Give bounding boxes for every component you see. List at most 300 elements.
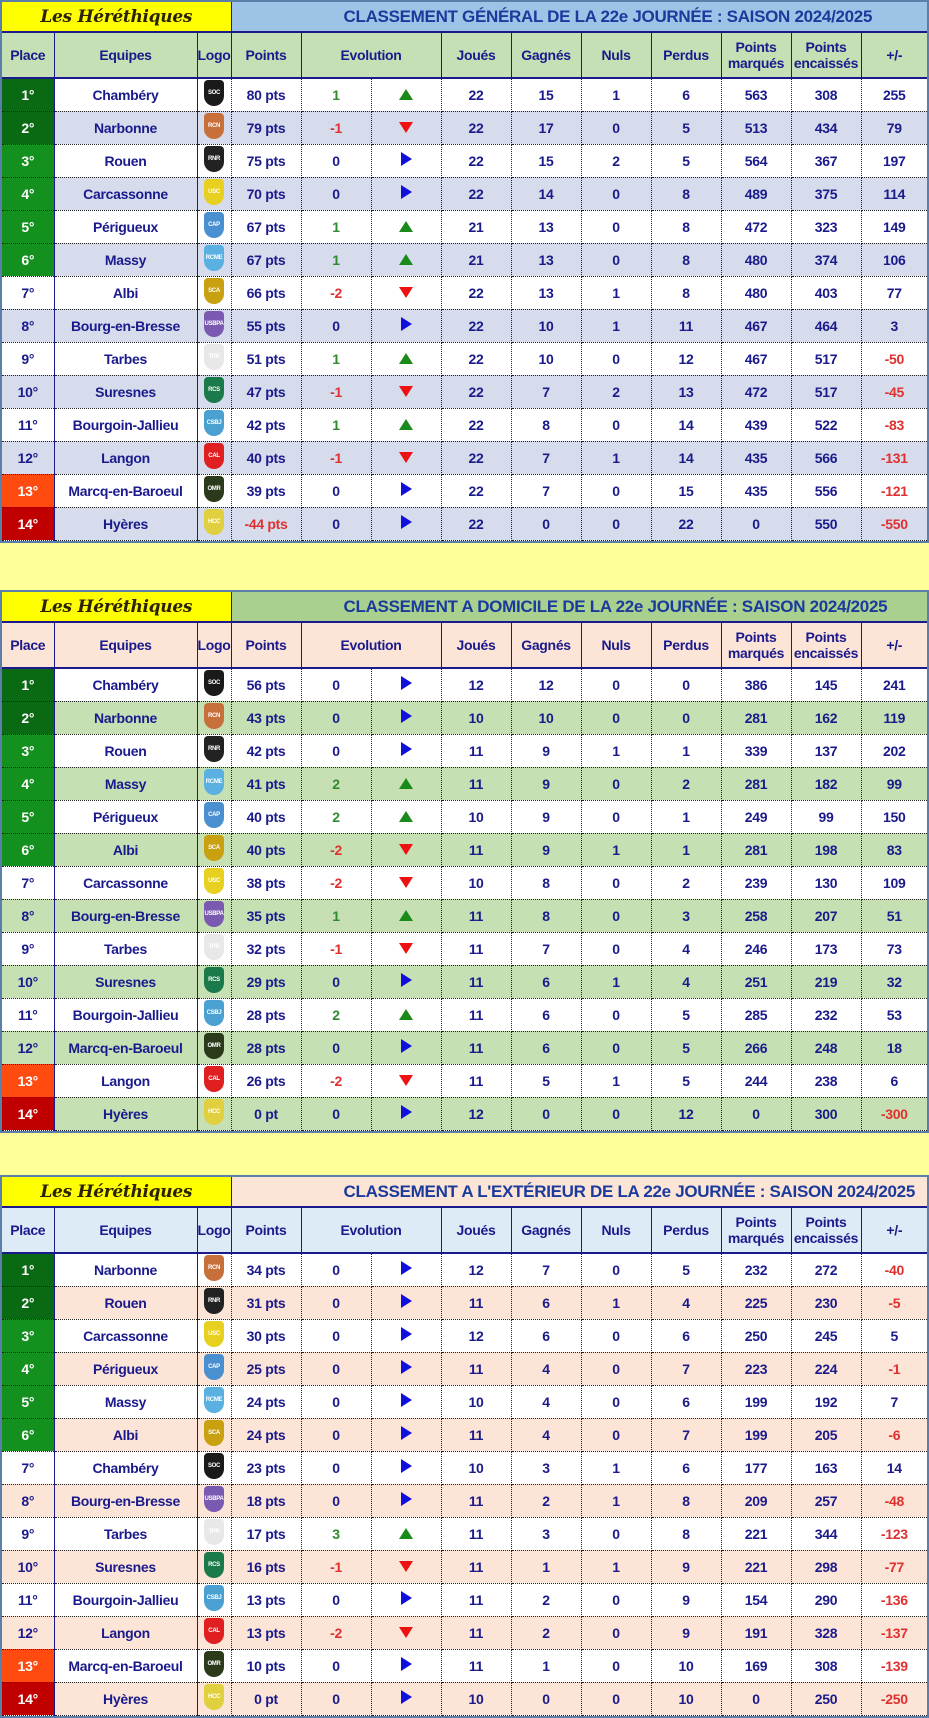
team-logo-icon: RCN [204, 703, 224, 729]
evolution-arrow-cell [371, 1418, 441, 1451]
arrow-up-icon [399, 89, 413, 100]
team-logo-icon: SOC [204, 1453, 224, 1479]
team-logo-cell [197, 177, 231, 210]
arrow-down-icon [399, 386, 413, 397]
points-conceded-cell: 248 [791, 1031, 861, 1064]
points-scored-cell: 480 [721, 276, 791, 309]
played-cell: 11 [441, 899, 511, 932]
points-scored-cell: 439 [721, 408, 791, 441]
lost-cell: 6 [651, 1451, 721, 1484]
points-cell: 35 pts [231, 899, 301, 932]
played-cell: 11 [441, 1517, 511, 1550]
won-cell: 1 [511, 1649, 581, 1682]
col-logo: Logo [197, 32, 231, 78]
points-conceded-cell: 434 [791, 111, 861, 144]
won-cell: 6 [511, 998, 581, 1031]
points-scored-cell: 199 [721, 1418, 791, 1451]
lost-cell: 5 [651, 1253, 721, 1286]
played-cell: 11 [441, 1031, 511, 1064]
points-cell: 23 pts [231, 1451, 301, 1484]
diff-cell: 79 [861, 111, 927, 144]
team-name: Massy [54, 1385, 197, 1418]
place-cell: 2° [2, 111, 54, 144]
team-name: Bourgoin-Jallieu [54, 998, 197, 1031]
evolution-arrow-cell [371, 1352, 441, 1385]
team-name: Tarbes [54, 932, 197, 965]
won-cell: 9 [511, 767, 581, 800]
arrow-right-icon [401, 152, 412, 166]
points-conceded-cell: 308 [791, 1649, 861, 1682]
diff-cell: 3 [861, 309, 927, 342]
col-place: Place [2, 32, 54, 78]
evolution-arrow-cell [371, 408, 441, 441]
evolution-value: 0 [301, 144, 371, 177]
evolution-value: 1 [301, 342, 371, 375]
won-cell: 7 [511, 474, 581, 507]
points-conceded-cell: 517 [791, 342, 861, 375]
points-cell: 0 pt [231, 1682, 301, 1715]
draw-cell: 1 [581, 1484, 651, 1517]
diff-cell: -6 [861, 1418, 927, 1451]
won-cell: 8 [511, 866, 581, 899]
won-cell: 7 [511, 375, 581, 408]
diff-cell: 32 [861, 965, 927, 998]
team-name: Massy [54, 243, 197, 276]
draw-cell: 0 [581, 1385, 651, 1418]
place-cell: 12° [2, 1031, 54, 1064]
draw-cell: 1 [581, 1064, 651, 1097]
col-perdus: Perdus [651, 32, 721, 78]
draw-cell: 0 [581, 1616, 651, 1649]
team-logo-cell [197, 899, 231, 932]
evolution-arrow-cell [371, 965, 441, 998]
arrow-up-icon [399, 353, 413, 364]
points-cell: 55 pts [231, 309, 301, 342]
team-name: Suresnes [54, 1550, 197, 1583]
team-logo-icon: OMR [204, 476, 224, 502]
team-logo-cell [197, 1418, 231, 1451]
place-cell: 1° [2, 668, 54, 701]
won-cell: 2 [511, 1583, 581, 1616]
evolution-arrow-cell [371, 441, 441, 474]
lost-cell: 8 [651, 177, 721, 210]
points-scored-cell: 258 [721, 899, 791, 932]
draw-cell: 1 [581, 1451, 651, 1484]
played-cell: 10 [441, 800, 511, 833]
points-scored-cell: 154 [721, 1583, 791, 1616]
arrow-up-icon [399, 419, 413, 430]
played-cell: 10 [441, 1682, 511, 1715]
points-scored-cell: 169 [721, 1649, 791, 1682]
won-cell: 6 [511, 965, 581, 998]
points-cell: 41 pts [231, 767, 301, 800]
place-cell: 14° [2, 1682, 54, 1715]
col-points: Points [231, 1207, 301, 1253]
played-cell: 11 [441, 965, 511, 998]
lost-cell: 5 [651, 1031, 721, 1064]
lost-cell: 22 [651, 507, 721, 540]
col-joues: Joués [441, 1207, 511, 1253]
col-gagnes: Gagnés [511, 1207, 581, 1253]
draw-cell: 0 [581, 1352, 651, 1385]
lost-cell: 7 [651, 1418, 721, 1451]
evolution-arrow-cell [371, 932, 441, 965]
diff-cell: -131 [861, 441, 927, 474]
evolution-arrow-cell [371, 668, 441, 701]
col-joues: Joués [441, 622, 511, 668]
team-name: Marcq-en-Baroeul [54, 1649, 197, 1682]
diff-cell: 6 [861, 1064, 927, 1097]
evolution-value: 1 [301, 210, 371, 243]
played-cell: 22 [441, 177, 511, 210]
lost-cell: 2 [651, 866, 721, 899]
team-name: Marcq-en-Baroeul [54, 1031, 197, 1064]
diff-cell: -123 [861, 1517, 927, 1550]
table-row [2, 833, 927, 866]
won-cell: 2 [511, 1484, 581, 1517]
draw-cell: 1 [581, 1550, 651, 1583]
evolution-value: 0 [301, 1385, 371, 1418]
team-logo-icon: USC [204, 179, 224, 205]
table-row [2, 734, 927, 767]
evolution-value: 0 [301, 1418, 371, 1451]
points-scored-cell: 244 [721, 1064, 791, 1097]
team-logo-icon: TPR [204, 1519, 224, 1545]
diff-cell: -139 [861, 1649, 927, 1682]
points-conceded-cell: 298 [791, 1550, 861, 1583]
points-scored-cell: 281 [721, 701, 791, 734]
place-cell: 11° [2, 408, 54, 441]
team-logo-cell [197, 1484, 231, 1517]
arrow-down-icon [399, 844, 413, 855]
points-cell: 32 pts [231, 932, 301, 965]
diff-cell: 119 [861, 701, 927, 734]
draw-cell: 0 [581, 866, 651, 899]
points-scored-cell: 563 [721, 78, 791, 111]
team-logo-cell [197, 1286, 231, 1319]
played-cell: 11 [441, 1064, 511, 1097]
won-cell: 0 [511, 507, 581, 540]
table-row [2, 1517, 927, 1550]
team-logo-icon: RCME [204, 1387, 224, 1413]
points-cell: 39 pts [231, 474, 301, 507]
draw-cell: 0 [581, 1097, 651, 1130]
col-points: Points [231, 32, 301, 78]
played-cell: 22 [441, 342, 511, 375]
played-cell: 22 [441, 309, 511, 342]
table-row [2, 507, 927, 540]
points-cell: 16 pts [231, 1550, 301, 1583]
evolution-arrow-cell [371, 1616, 441, 1649]
team-name: Langon [54, 1616, 197, 1649]
team-name: Hyères [54, 1682, 197, 1715]
brand-label: Les Héréthiques [2, 1177, 231, 1207]
played-cell: 11 [441, 833, 511, 866]
points-scored-cell: 223 [721, 1352, 791, 1385]
arrow-down-icon [399, 1075, 413, 1086]
team-name: Albi [54, 276, 197, 309]
points-scored-cell: 221 [721, 1517, 791, 1550]
team-name: Carcassonne [54, 1319, 197, 1352]
col-diff: +/- [861, 32, 927, 78]
arrow-down-icon [399, 452, 413, 463]
points-scored-cell: 239 [721, 866, 791, 899]
place-cell: 3° [2, 1319, 54, 1352]
won-cell: 10 [511, 701, 581, 734]
place-cell: 8° [2, 1484, 54, 1517]
diff-cell: 7 [861, 1385, 927, 1418]
points-conceded-cell: 173 [791, 932, 861, 965]
evolution-arrow-cell [371, 734, 441, 767]
points-conceded-cell: 300 [791, 1097, 861, 1130]
points-scored-cell: 177 [721, 1451, 791, 1484]
evolution-value: 2 [301, 767, 371, 800]
arrow-up-icon [399, 254, 413, 265]
standings-table [2, 1177, 927, 1716]
team-logo-icon: RNR [204, 1288, 224, 1314]
draw-cell: 1 [581, 78, 651, 111]
evolution-arrow-cell [371, 800, 441, 833]
points-cell: 42 pts [231, 408, 301, 441]
evolution-value: 1 [301, 899, 371, 932]
played-cell: 21 [441, 243, 511, 276]
played-cell: 11 [441, 1484, 511, 1517]
col-points-marques: Points marqués [721, 32, 791, 78]
points-scored-cell: 251 [721, 965, 791, 998]
draw-cell: 0 [581, 474, 651, 507]
diff-cell: -550 [861, 507, 927, 540]
draw-cell: 1 [581, 833, 651, 866]
diff-cell: -121 [861, 474, 927, 507]
evolution-arrow-cell [371, 767, 441, 800]
team-logo-cell [197, 1319, 231, 1352]
team-logo-icon: CAP [204, 212, 224, 238]
points-scored-cell: 339 [721, 734, 791, 767]
points-conceded-cell: 550 [791, 507, 861, 540]
points-scored-cell: 209 [721, 1484, 791, 1517]
points-conceded-cell: 162 [791, 701, 861, 734]
points-scored-cell: 221 [721, 1550, 791, 1583]
place-cell: 1° [2, 1253, 54, 1286]
table-row [2, 965, 927, 998]
evolution-value: 0 [301, 1649, 371, 1682]
lost-cell: 2 [651, 767, 721, 800]
points-cell: 34 pts [231, 1253, 301, 1286]
evolution-arrow-cell [371, 111, 441, 144]
points-cell: 51 pts [231, 342, 301, 375]
evolution-value: 0 [301, 1682, 371, 1715]
team-name: Périgueux [54, 800, 197, 833]
place-cell: 12° [2, 441, 54, 474]
team-logo-icon: RCS [204, 1552, 224, 1578]
team-name: Albi [54, 833, 197, 866]
arrow-up-icon [399, 778, 413, 789]
lost-cell: 4 [651, 1286, 721, 1319]
lost-cell: 0 [651, 668, 721, 701]
diff-cell: 241 [861, 668, 927, 701]
won-cell: 4 [511, 1352, 581, 1385]
place-cell: 13° [2, 1064, 54, 1097]
won-cell: 13 [511, 243, 581, 276]
points-scored-cell: 467 [721, 309, 791, 342]
lost-cell: 5 [651, 1064, 721, 1097]
evolution-arrow-cell [371, 375, 441, 408]
evolution-arrow-cell [371, 78, 441, 111]
draw-cell: 0 [581, 701, 651, 734]
table-row [2, 668, 927, 701]
table-row [2, 701, 927, 734]
evolution-value: -2 [301, 1616, 371, 1649]
won-cell: 13 [511, 276, 581, 309]
col-perdus: Perdus [651, 622, 721, 668]
points-cell: 79 pts [231, 111, 301, 144]
place-cell: 10° [2, 375, 54, 408]
team-logo-icon: RCN [204, 1255, 224, 1281]
points-scored-cell: 386 [721, 668, 791, 701]
points-cell: 28 pts [231, 998, 301, 1031]
lost-cell: 12 [651, 342, 721, 375]
place-cell: 6° [2, 243, 54, 276]
points-cell: 75 pts [231, 144, 301, 177]
evolution-value: 3 [301, 1517, 371, 1550]
played-cell: 22 [441, 144, 511, 177]
team-logo-cell [197, 144, 231, 177]
table-row [2, 1418, 927, 1451]
team-logo-cell [197, 507, 231, 540]
evolution-arrow-cell [371, 899, 441, 932]
col-equipes: Equipes [54, 1207, 197, 1253]
place-cell: 4° [2, 1352, 54, 1385]
points-conceded-cell: 245 [791, 1319, 861, 1352]
won-cell: 7 [511, 441, 581, 474]
won-cell: 3 [511, 1451, 581, 1484]
lost-cell: 8 [651, 1517, 721, 1550]
evolution-arrow-cell [371, 1253, 441, 1286]
points-cell: 24 pts [231, 1385, 301, 1418]
col-diff: +/- [861, 622, 927, 668]
draw-cell: 2 [581, 144, 651, 177]
draw-cell: 0 [581, 1682, 651, 1715]
evolution-value: 0 [301, 668, 371, 701]
draw-cell: 0 [581, 210, 651, 243]
table-row [2, 1097, 927, 1130]
place-cell: 13° [2, 1649, 54, 1682]
evolution-arrow-cell [371, 276, 441, 309]
team-logo-icon: USC [204, 1321, 224, 1347]
place-cell: 8° [2, 309, 54, 342]
points-cell: 47 pts [231, 375, 301, 408]
arrow-down-icon [399, 1561, 413, 1572]
draw-cell: 1 [581, 441, 651, 474]
draw-cell: 0 [581, 932, 651, 965]
brand-label: Les Héréthiques [2, 2, 231, 32]
team-logo-cell [197, 1352, 231, 1385]
table-title: CLASSEMENT GÉNÉRAL DE LA 22e JOURNÉE : SAISON 2024/2025 [231, 2, 927, 32]
draw-cell: 2 [581, 375, 651, 408]
team-logo-icon: CSBJ [204, 1585, 224, 1611]
team-name: Bourgoin-Jallieu [54, 408, 197, 441]
played-cell: 11 [441, 1352, 511, 1385]
team-name: Bourg-en-Bresse [54, 309, 197, 342]
diff-cell: -48 [861, 1484, 927, 1517]
points-cell: 40 pts [231, 833, 301, 866]
team-logo-cell [197, 1517, 231, 1550]
lost-cell: 5 [651, 144, 721, 177]
team-logo-cell [197, 1616, 231, 1649]
arrow-down-icon [399, 877, 413, 888]
team-logo-icon: CAP [204, 802, 224, 828]
lost-cell: 8 [651, 210, 721, 243]
evolution-value: 0 [301, 1352, 371, 1385]
points-cell: 40 pts [231, 441, 301, 474]
arrow-down-icon [399, 943, 413, 954]
evolution-value: 0 [301, 474, 371, 507]
points-cell: 10 pts [231, 1649, 301, 1682]
arrow-right-icon [401, 1105, 412, 1119]
table-row [2, 1319, 927, 1352]
arrow-right-icon [401, 1261, 412, 1275]
points-conceded-cell: 145 [791, 668, 861, 701]
lost-cell: 1 [651, 833, 721, 866]
team-logo-cell [197, 210, 231, 243]
table-row [2, 474, 927, 507]
draw-cell: 0 [581, 800, 651, 833]
team-name: Périgueux [54, 210, 197, 243]
won-cell: 9 [511, 800, 581, 833]
lost-cell: 7 [651, 1352, 721, 1385]
place-cell: 9° [2, 932, 54, 965]
team-logo-cell [197, 932, 231, 965]
place-cell: 14° [2, 507, 54, 540]
arrow-right-icon [401, 1327, 412, 1341]
diff-cell: 106 [861, 243, 927, 276]
played-cell: 11 [441, 998, 511, 1031]
points-conceded-cell: 517 [791, 375, 861, 408]
table-row [2, 767, 927, 800]
points-conceded-cell: 182 [791, 767, 861, 800]
table-row [2, 408, 927, 441]
team-logo-cell [197, 408, 231, 441]
team-logo-cell [197, 866, 231, 899]
evolution-arrow-cell [371, 474, 441, 507]
team-logo-icon: HCC [204, 509, 224, 535]
points-conceded-cell: 328 [791, 1616, 861, 1649]
table-row [2, 1286, 927, 1319]
evolution-value: -1 [301, 932, 371, 965]
team-logo-icon: CSBJ [204, 1000, 224, 1026]
played-cell: 22 [441, 111, 511, 144]
lost-cell: 10 [651, 1649, 721, 1682]
points-cell: 40 pts [231, 800, 301, 833]
played-cell: 12 [441, 1097, 511, 1130]
team-logo-cell [197, 309, 231, 342]
team-logo-cell [197, 1385, 231, 1418]
team-logo-cell [197, 78, 231, 111]
place-cell: 11° [2, 998, 54, 1031]
place-cell: 10° [2, 1550, 54, 1583]
team-logo-cell [197, 111, 231, 144]
table-row [2, 866, 927, 899]
place-cell: 5° [2, 800, 54, 833]
evolution-value: 0 [301, 1484, 371, 1517]
place-cell: 3° [2, 144, 54, 177]
played-cell: 11 [441, 1418, 511, 1451]
won-cell: 8 [511, 408, 581, 441]
team-logo-cell [197, 1031, 231, 1064]
evolution-value: 0 [301, 1319, 371, 1352]
place-cell: 4° [2, 767, 54, 800]
table-row [2, 78, 927, 111]
